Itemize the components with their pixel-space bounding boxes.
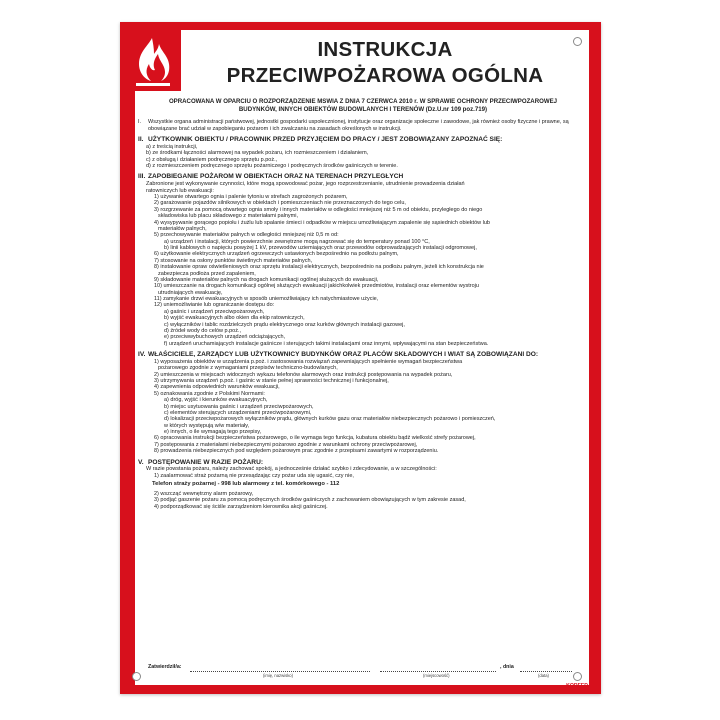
list-item: 6) użytkowanie elektrycznych urządzeń ogrzewczych ustawionych bezpośrednio na podłożu palnym, xyxy=(154,251,399,258)
list-item: c) elementów sterujących urządzeniami przeciwpożarowymi, xyxy=(164,409,312,416)
subtitle-line-2: BUDYNKÓW, INNYCH OBIEKTÓW BUDOWLANYCH I TERENÓW (Dz.U.nr 109 poz.719) xyxy=(238,105,488,113)
list-item: 2) wszcząć wewnętrzny alarm pożarowy, xyxy=(154,490,254,497)
list-item: b) linii kablowych o napięciu powyżej 1 kV, przewodów uziemiających oraz przewodów odprowadzających instalacji odgromowej, xyxy=(164,245,477,252)
fire-icon xyxy=(125,30,181,91)
section-5-intro: W razie powstania pożaru, należy zachować spokój, a jednocześnie działać szybko i zdecydowanie, a w szczególności: xyxy=(146,466,437,473)
list-item: 5) oznakowania zgodnie z Polskimi Normami: xyxy=(154,390,265,397)
section-4-title: WŁAŚCICIELE, ZARZĄDCY LUB UŻYTKOWNICY BUDYNKÓW ORAZ PLACÓW SKŁADOWYCH I WIAT SĄ ZOBOWIĄZANI DO: xyxy=(148,351,539,359)
list-item: 8) prowadzenia niebezpiecznych pod względem pożarowym prac zgodnie z przepisami zawartymi w rozporządzeniu. xyxy=(154,448,439,455)
title-line-2: PRZECIWPOŻAROWA OGÓLNA xyxy=(226,64,544,87)
list-item: 9) składowanie materiałów palnych na drogach komunikacji ogólnej służących do ewakuacji, xyxy=(154,276,379,283)
section-5-heading xyxy=(138,459,588,467)
date-line[interactable] xyxy=(520,665,572,672)
list-item: 5) przechowywanie materiałów palnych w odległości mniejszej niż 0,5 m od: xyxy=(154,232,339,239)
section-4-number: IV. xyxy=(138,351,146,359)
place-caption: (miejscowość) xyxy=(423,673,450,678)
list-item: 1) używanie otwartego ognia i palenie tytoniu w strefach zagrożonych pożarem, xyxy=(154,194,348,201)
list-item: 11) zamykanie drzwi ewakuacyjnych w sposób uniemożliwiający ich natychmiastowe użycie, xyxy=(154,296,379,303)
section-3-title: ZAPOBIEGANIE POŻAROM W OBIEKTACH ORAZ NA TERENACH PRZYLEGŁYCH xyxy=(148,173,404,181)
list-item: 2) garażowanie pojazdów silnikowych w obiektach i pomieszczeniach nie przeznaczonych do tego celu, xyxy=(154,200,406,207)
list-item: 6) opracowania instrukcji bezpieczeństwa pożarowego, o ile wymaga tego funkcja, kubatura obiektu bądź wielkość strefy pożarowej, xyxy=(154,435,476,442)
list-item: a) urządzeń i instalacji, których powierzchnie zewnętrzne mogą nagrzewać się do temperatury ponad 100 °C, xyxy=(164,238,430,245)
list-item: 4) podporządkować się ściśle zarządzeniom kierownika akcji gaśniczej. xyxy=(154,503,328,510)
section-2-number: II. xyxy=(138,135,144,143)
section-5-title: POSTĘPOWANIE W RAZIE POŻARU: xyxy=(148,458,264,466)
brand-logo: KORFED xyxy=(566,683,588,689)
list-item: 10) umieszczanie na drogach komunikacji ogólnej służących ewakuacji jakichkolwiek przedmiotów, instalacji oraz elementów wystroju xyxy=(154,283,479,290)
list-item: zabezpiecza podłoża przed zapaleniem, xyxy=(158,270,256,277)
list-item: 1) zaalarmować straż pożarną nie przesądzając czy pożar uda się ugasić, czy nie, xyxy=(154,472,354,479)
mounting-hole xyxy=(132,672,141,681)
signature-block xyxy=(148,662,578,678)
subtitle xyxy=(140,98,586,113)
section-2-heading xyxy=(138,136,588,144)
section-3-intro: ratowniczych lub ewakuacji: xyxy=(146,187,214,194)
list-item: f) urządzeń uruchamiających instalacje gaśnicze i sterujących takimi instalacjami oraz innymi, wpływającymi na stan bezpieczeństwa. xyxy=(164,340,489,347)
subtitle-line-1: OPRACOWANA W OPARCIU O ROZPORZĄDZENIE MSWIA Z DNIA 7 CZERWCA 2010 r. W SPRAWIE OCHRONY PRZECIWPOŻAROWEJ xyxy=(168,98,558,105)
list-item: 4) zapewnienia odpowiednich warunków ewakuacji, xyxy=(154,384,280,391)
place-line[interactable] xyxy=(380,665,496,672)
name-signature-line[interactable] xyxy=(190,665,370,672)
name-caption: (imię, nazwisko) xyxy=(263,673,294,678)
list-item: b) miejsc usytuowania gaśnic i urządzeń przeciwpożarowych, xyxy=(164,403,314,410)
list-item: 3) utrzymywania urządzeń p.poż. i gaśnic w stanie pełnej sprawności technicznej i funkcjonalnej, xyxy=(154,378,389,385)
list-item: utrudniających ewakuację, xyxy=(158,289,223,296)
list-item: 3) podjąć gaszenie pożaru za pomocą podręcznych środków gaśniczych z zachowaniem obowiązujących w tym zakresie zasad, xyxy=(154,497,466,504)
list-item: a) dróg, wyjść i kierunków ewakuacyjnych, xyxy=(164,397,268,404)
list-item: b) wyjść ewakuacyjnych albo okien dla ekip ratowniczych, xyxy=(164,315,305,322)
date-label: , dnia xyxy=(500,664,514,670)
list-item: 7) stosowanie na osłony punktów świetlnych materiałów palnych, xyxy=(154,257,313,264)
list-item: d) lokalizacji przeciwpożarowych wyłączników prądu, głównych kurków gazu oraz materiałów niebezpiecznych pożarowo i pomieszczeń, xyxy=(164,416,496,423)
list-item: składowiska lub placu składowego z materiałami palnymi, xyxy=(158,213,299,220)
list-item: 7) postępowania z materiałami niebezpiecznymi pożarowo zgodnie z warunkami ochrony przeciwpożarowej, xyxy=(154,441,418,448)
list-item: w których występują w/w materiały, xyxy=(164,422,250,429)
title-line-1: INSTRUKCJA xyxy=(317,38,453,61)
list-item: d) źródeł wody do celów p.poż., xyxy=(164,327,242,334)
list-item: 12) uniemożliwianie lub ograniczanie dostępu do: xyxy=(154,302,275,309)
section-3-heading xyxy=(138,173,588,181)
section-3-intro: Zabronione jest wykonywanie czynności, które mogą spowodować pożar, jego rozprzestrzenianie, utrudnienie prowadzenia działań xyxy=(146,181,465,188)
list-item: e) przeciwwybuchowych urządzeń odciążających, xyxy=(164,334,286,341)
list-item: 2) umieszczenia w miejscach widocznych wykazu telefonów alarmowych oraz instrukcji postępowania na wypadek pożaru, xyxy=(154,371,453,378)
section-4-heading xyxy=(138,351,588,359)
section-3-number: III. xyxy=(138,173,146,181)
section-1-text: Wszystkie organa administracji państwowej, jednostki gospodarki uspołecznionej, instytucje oraz organizacje społeczne i zawodowe, jak również osoby fizyczne i prawne, są obowiązane brać udział w zapobieganiu pożarom i ich zwalczaniu na zasadach określonych w instrukcji. xyxy=(148,119,569,132)
list-item: a) z treścią instrukcji, xyxy=(146,143,198,150)
list-item: 4) wysypywanie gorącego popiołu i żużlu lub spalanie śmieci i odpadków w miejscu umożliwiającym zapalenie się sąsiednich obiektów lub xyxy=(154,219,490,226)
section-1 xyxy=(138,119,588,132)
section-5-number: V. xyxy=(138,458,144,466)
list-item: c) z obsługą i działaniem podręcznego sprzętu p.poż., xyxy=(146,156,278,163)
list-item: materiałów palnych, xyxy=(158,225,207,232)
date-caption: (data) xyxy=(538,673,549,678)
list-item: e) innych, o ile wymagają tego przepisy, xyxy=(164,429,262,436)
section-2-title: UŻYTKOWNIK OBIEKTU / PRACOWNIK PRZED PRZYJĘCIEM DO PRACY / JEST ZOBOWIĄZANY ZAPOZNAĆ SIĘ: xyxy=(148,135,503,143)
fire-brigade-phone: Telefon straży pożarnej - 998 lub alarmowy z tel. komórkowego - 112 xyxy=(152,481,340,488)
list-item: c) wyłączników i tablic rozdzielczych prądu elektrycznego oraz kurków głównych instalacji gazowej, xyxy=(164,321,405,328)
list-item: d) z rozmieszczeniem podręcznego sprzętu pożarniczego i podręcznych środków gaśniczych w terenie. xyxy=(146,163,398,169)
list-item: 1) wyposażenia obiektów w urządzenia p.poż. i zastosowania rozwiązań zapewniających spełnienie wymagań bezpieczeństwa xyxy=(154,358,463,365)
list-item: 3) rozgrzewanie za pomocą otwartego ognia smoły i innych materiałów w odległości mniejszej niż 5 m od obiektu, przyległego do niego xyxy=(154,206,483,213)
list-item: b) ze środkami łączności alarmowej na wypadek pożaru, ich rozmieszczeniem i działaniem, xyxy=(146,150,369,157)
list-item: pożarowego zgodnie z wymaganiami przepisów techniczno-budowlanych, xyxy=(158,365,338,372)
approved-by-label: Zatwierdził/a: xyxy=(148,664,182,670)
list-item: a) gaśnic i urządzeń przeciwpożarowych, xyxy=(164,308,265,315)
instruction-body xyxy=(138,98,588,668)
list-item: 8) instalowanie opraw oświetleniowych oraz sprzętu instalacji elektrycznych, bezpośrednio na podłożu palnym, jeżeli ich konstrukcja nie xyxy=(154,264,484,271)
section-1-number: I. xyxy=(138,119,142,126)
